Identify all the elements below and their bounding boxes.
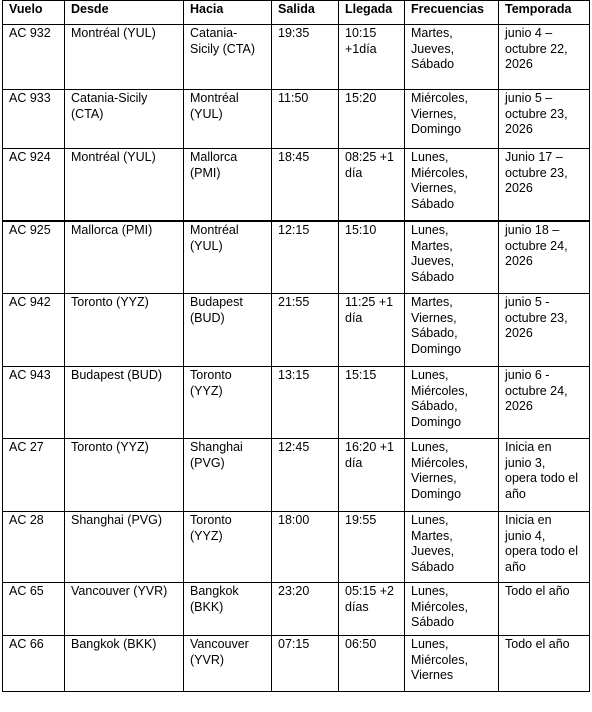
cell-season: junio 18 – octubre 24, 2026 [499, 221, 590, 294]
cell-frequencies: Lunes, Martes, Jueves, Sábado [405, 221, 499, 294]
cell-from: Toronto (YYZ) [65, 294, 184, 367]
cell-frequencies: Miércoles, Viernes, Domingo [405, 90, 499, 149]
cell-from: Vancouver (YVR) [65, 583, 184, 636]
cell-season: Inicia en junio 4, opera todo el año [499, 512, 590, 583]
cell-departure: 18:00 [272, 512, 339, 583]
cell-season: Junio 17 – octubre 23, 2026 [499, 149, 590, 222]
cell-arrival: 15:20 [339, 90, 405, 149]
cell-flight: AC 942 [3, 294, 65, 367]
cell-departure: 12:15 [272, 221, 339, 294]
cell-from: Toronto (YYZ) [65, 439, 184, 512]
cell-flight: AC 932 [3, 25, 65, 90]
cell-arrival: 19:55 [339, 512, 405, 583]
cell-frequencies: Lunes, Miércoles, Viernes, Domingo [405, 439, 499, 512]
cell-arrival: 15:15 [339, 367, 405, 439]
cell-season: junio 6 - octubre 24, 2026 [499, 367, 590, 439]
table-row [3, 294, 590, 367]
cell-to: Bangkok (BKK) [184, 583, 272, 636]
cell-flight: AC 66 [3, 636, 65, 692]
cell-to: Catania- Sicily (CTA) [184, 25, 272, 90]
cell-from: Shanghai (PVG) [65, 512, 184, 583]
table-row [3, 221, 590, 294]
cell-to: Budapest (BUD) [184, 294, 272, 367]
cell-arrival: 06:50 [339, 636, 405, 692]
cell-flight: AC 28 [3, 512, 65, 583]
cell-from: Mallorca (PMI) [65, 221, 184, 294]
header-departure: Salida [272, 1, 339, 25]
cell-season: Inicia en junio 3, opera todo el año [499, 439, 590, 512]
header-frequencies: Frecuencias [405, 1, 499, 25]
cell-frequencies: Lunes, Miércoles, Viernes [405, 636, 499, 692]
cell-from: Bangkok (BKK) [65, 636, 184, 692]
cell-departure: 23:20 [272, 583, 339, 636]
cell-from: Montréal (YUL) [65, 149, 184, 222]
cell-arrival: 05:15 +2 días [339, 583, 405, 636]
header-arrival: Llegada [339, 1, 405, 25]
cell-frequencies: Martes, Jueves, Sábado [405, 25, 499, 90]
cell-frequencies: Lunes, Martes, Jueves, Sábado [405, 512, 499, 583]
table-row [3, 439, 590, 512]
cell-flight: AC 65 [3, 583, 65, 636]
table-header-row [3, 1, 590, 25]
cell-to: Vancouver (YVR) [184, 636, 272, 692]
flight-schedule-table [2, 0, 590, 692]
table-row [3, 512, 590, 583]
cell-flight: AC 943 [3, 367, 65, 439]
cell-flight: AC 933 [3, 90, 65, 149]
cell-departure: 12:45 [272, 439, 339, 512]
cell-departure: 13:15 [272, 367, 339, 439]
cell-from: Montréal (YUL) [65, 25, 184, 90]
cell-arrival: 11:25 +1 día [339, 294, 405, 367]
cell-arrival: 10:15 +1día [339, 25, 405, 90]
header-flight: Vuelo [3, 1, 65, 25]
header-season: Temporada [499, 1, 590, 25]
table-row [3, 90, 590, 149]
cell-to: Shanghai (PVG) [184, 439, 272, 512]
cell-to: Toronto (YYZ) [184, 512, 272, 583]
header-to: Hacia [184, 1, 272, 25]
cell-flight: AC 27 [3, 439, 65, 512]
cell-arrival: 16:20 +1 día [339, 439, 405, 512]
cell-departure: 18:45 [272, 149, 339, 222]
cell-season: Todo el año [499, 636, 590, 692]
cell-frequencies: Lunes, Miércoles, Sábado, Domingo [405, 367, 499, 439]
cell-flight: AC 924 [3, 149, 65, 222]
cell-flight: AC 925 [3, 221, 65, 294]
cell-season: junio 4 – octubre 22, 2026 [499, 25, 590, 90]
cell-to: Montréal (YUL) [184, 90, 272, 149]
cell-arrival: 15:10 [339, 221, 405, 294]
cell-season: Todo el año [499, 583, 590, 636]
cell-from: Budapest (BUD) [65, 367, 184, 439]
table-row [3, 25, 590, 90]
cell-from: Catania-Sicily (CTA) [65, 90, 184, 149]
cell-arrival: 08:25 +1 día [339, 149, 405, 222]
cell-departure: 21:55 [272, 294, 339, 367]
cell-departure: 19:35 [272, 25, 339, 90]
cell-frequencies: Lunes, Miércoles, Sábado [405, 583, 499, 636]
cell-departure: 11:50 [272, 90, 339, 149]
cell-frequencies: Lunes, Miércoles, Viernes, Sábado [405, 149, 499, 222]
table-row [3, 636, 590, 692]
table-row [3, 149, 590, 222]
table-row [3, 583, 590, 636]
cell-to: Mallorca (PMI) [184, 149, 272, 222]
cell-frequencies: Martes, Viernes, Sábado, Domingo [405, 294, 499, 367]
cell-to: Toronto (YYZ) [184, 367, 272, 439]
cell-season: junio 5 – octubre 23, 2026 [499, 90, 590, 149]
cell-season: junio 5 - octubre 23, 2026 [499, 294, 590, 367]
cell-to: Montréal (YUL) [184, 221, 272, 294]
header-from: Desde [65, 1, 184, 25]
table-row [3, 367, 590, 439]
cell-departure: 07:15 [272, 636, 339, 692]
